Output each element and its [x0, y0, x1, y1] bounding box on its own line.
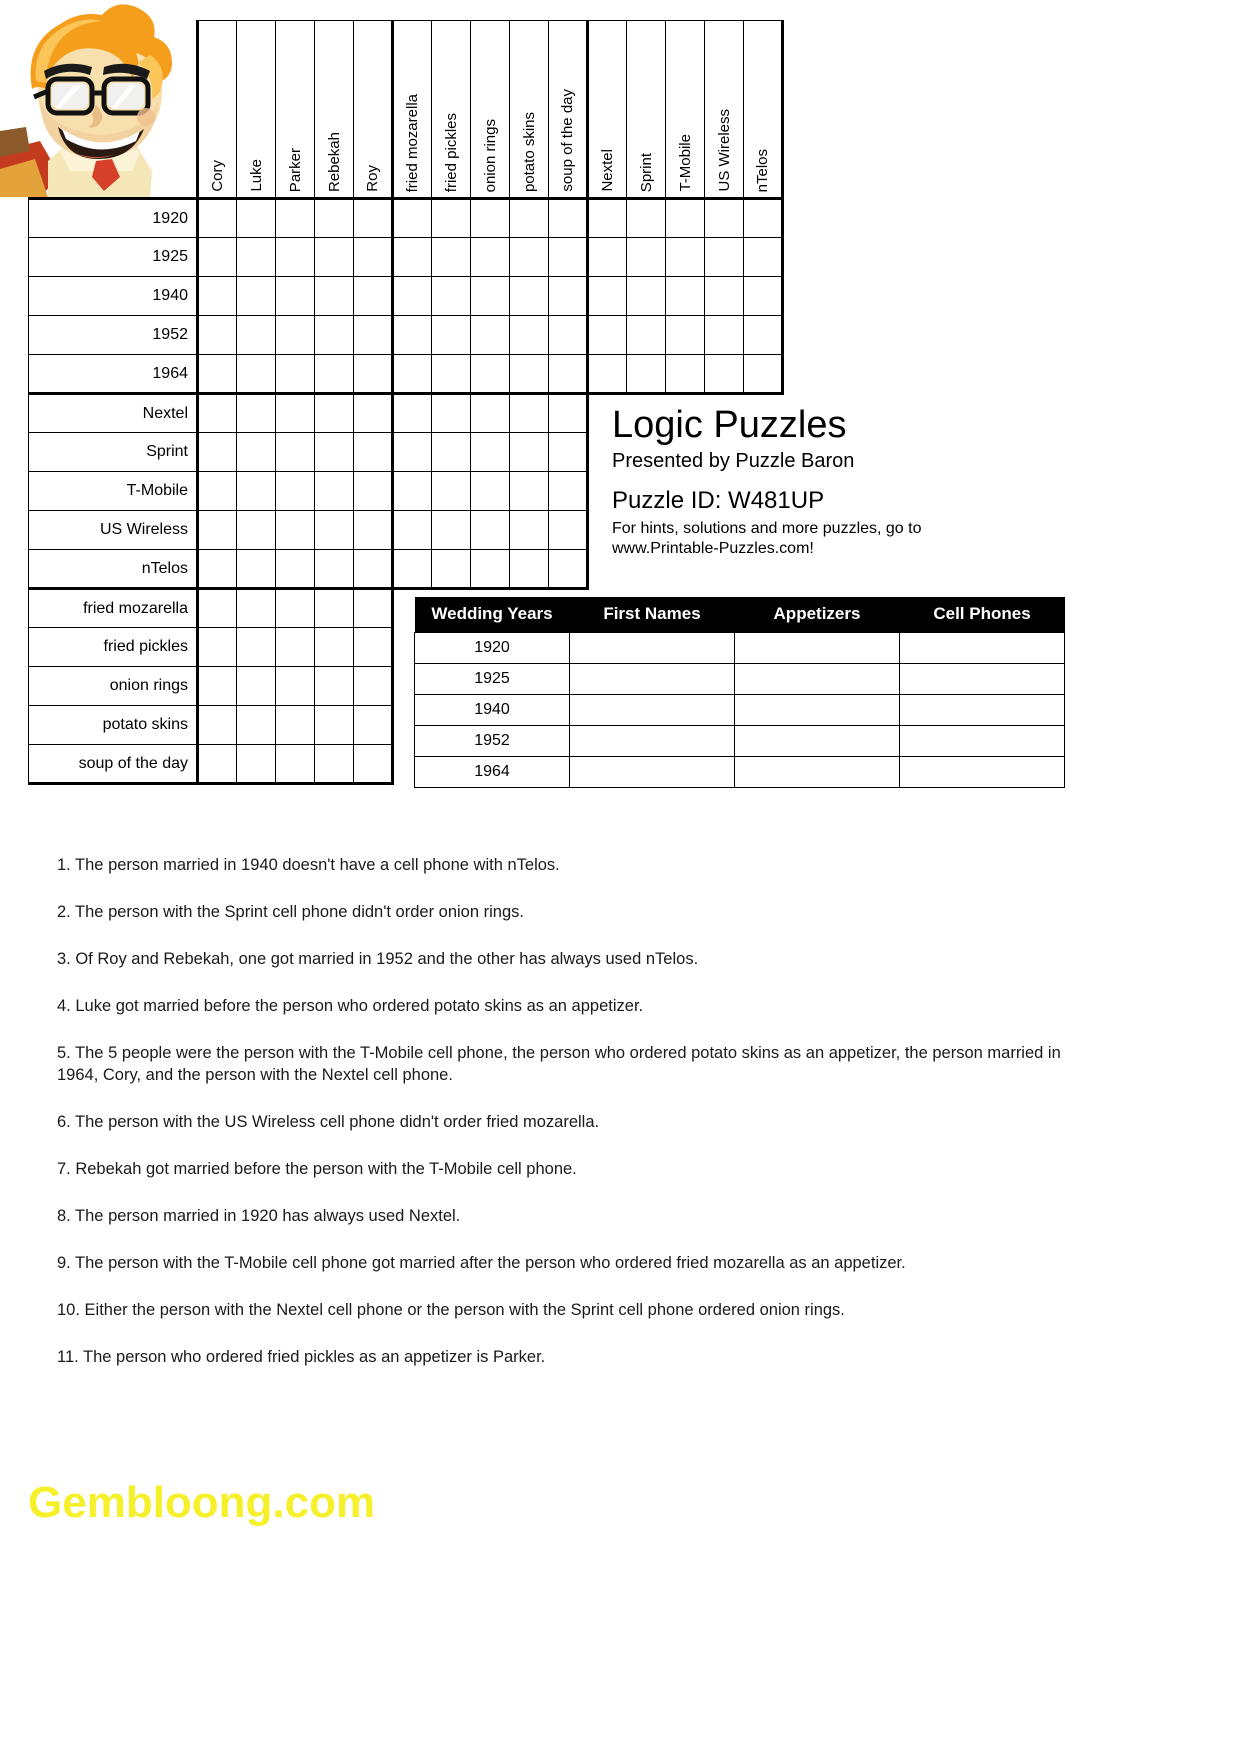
hints-text: For hints, solutions and more puzzles, go to www.Printable-Puzzles.com! — [612, 520, 922, 557]
clue-item: 6. The person with the US Wireless cell phone didn't order fried mozarella. — [57, 1112, 600, 1131]
grid-cell[interactable] — [198, 511, 237, 550]
grid-cell[interactable] — [744, 316, 783, 355]
row-label-potato-skins: potato skins — [28, 706, 197, 745]
grid-cell[interactable] — [354, 667, 393, 706]
grid-cell[interactable] — [198, 550, 237, 589]
grid-cell[interactable] — [471, 199, 510, 238]
grid-cell[interactable] — [471, 550, 510, 589]
grid-cell[interactable] — [588, 355, 627, 394]
grid-cell[interactable] — [432, 199, 471, 238]
col-label: onion rings — [481, 118, 499, 192]
solution-table-row[interactable] — [415, 726, 1065, 757]
col-header-ntelos — [744, 21, 783, 199]
grid-cell[interactable] — [627, 199, 666, 238]
grid-cell[interactable] — [198, 277, 237, 316]
grid-cell[interactable] — [393, 277, 432, 316]
grid-cell[interactable] — [354, 277, 393, 316]
clue-item: 8. The person married in 1920 has always used Nextel. — [57, 1206, 461, 1225]
grid-row-year-1920[interactable] — [0, 199, 783, 238]
grid-cell[interactable] — [744, 199, 783, 238]
side-category-cell-phones — [0, 394, 28, 589]
grid-cell[interactable] — [588, 238, 627, 277]
col-header-roy — [354, 21, 393, 199]
solution-phone-input[interactable] — [900, 757, 1065, 788]
grid-cell[interactable] — [354, 511, 393, 550]
grid-cell[interactable] — [432, 550, 471, 589]
solution-appetizer-input[interactable] — [735, 757, 900, 788]
grid-cell[interactable] — [354, 355, 393, 394]
grid-cell[interactable] — [276, 355, 315, 394]
grid-cell[interactable] — [705, 199, 744, 238]
col-header-fried-pickles — [432, 21, 471, 199]
col-header-nextel — [588, 21, 627, 199]
title-block — [612, 406, 1032, 559]
top-group-appetizers: Appetizers — [393, 0, 588, 21]
grid-cell[interactable] — [354, 550, 393, 589]
grid-cell[interactable] — [471, 355, 510, 394]
grid-cell[interactable] — [354, 394, 393, 433]
solution-year: 1925 — [415, 664, 570, 695]
grid-cell[interactable] — [315, 589, 354, 628]
top-group-first-names: First Names — [198, 0, 393, 21]
solution-appetizer-input[interactable] — [735, 726, 900, 757]
row-label-sprint: Sprint — [28, 433, 197, 472]
grid-cell[interactable] — [237, 394, 276, 433]
grid-cell[interactable] — [588, 277, 627, 316]
grid-cell[interactable] — [276, 550, 315, 589]
page-subtitle: Presented by Puzzle Baron — [612, 450, 855, 472]
grid-cell[interactable] — [432, 394, 471, 433]
solution-col-cell-phones: Cell Phones — [900, 597, 1065, 633]
solution-appetizer-input[interactable] — [735, 633, 900, 664]
col-header-t-mobile — [666, 21, 705, 199]
mascot-illustration — [0, 0, 198, 199]
col-header-us-wireless — [705, 21, 744, 199]
col-label: Sprint — [637, 152, 655, 192]
grid-cell[interactable] — [627, 277, 666, 316]
grid-cell[interactable] — [315, 667, 354, 706]
solution-name-input[interactable] — [570, 726, 735, 757]
col-header-cory — [198, 21, 237, 199]
grid-row-year-1952[interactable] — [0, 316, 783, 355]
clue-item: 9. The person with the T-Mobile cell phone got married after the person who ordered fried mozarella as an appetizer. — [57, 1253, 906, 1272]
grid-cell[interactable] — [237, 472, 276, 511]
row-label-soup-of-the-day: soup of the day — [28, 745, 197, 784]
solution-col-appetizers: Appetizers — [735, 597, 900, 633]
solution-col-wedding-years: Wedding Years — [415, 597, 570, 633]
grid-cell[interactable] — [198, 706, 237, 745]
grid-cell[interactable] — [471, 472, 510, 511]
row-label-1925: 1925 — [28, 238, 197, 277]
grid-cell[interactable] — [237, 550, 276, 589]
grid-cell[interactable] — [276, 277, 315, 316]
solution-name-input[interactable] — [570, 695, 735, 726]
grid-cell[interactable] — [315, 316, 354, 355]
row-label-1964: 1964 — [28, 355, 197, 394]
grid-cell[interactable] — [393, 355, 432, 394]
grid-cell[interactable] — [432, 511, 471, 550]
grid-cell[interactable] — [276, 667, 315, 706]
col-header-fried-mozarella — [393, 21, 432, 199]
grid-cell[interactable] — [393, 394, 432, 433]
grid-cell[interactable] — [549, 238, 588, 277]
grid-cell[interactable] — [432, 472, 471, 511]
col-label: potato skins — [520, 111, 538, 192]
row-label-fried-pickles: fried pickles — [28, 628, 197, 667]
grid-cell[interactable] — [588, 316, 627, 355]
grid-cell[interactable] — [666, 238, 705, 277]
grid-cell[interactable] — [237, 745, 276, 784]
solution-year: 1964 — [415, 757, 570, 788]
grid-cell[interactable] — [627, 355, 666, 394]
grid-cell[interactable] — [276, 472, 315, 511]
grid-cell[interactable] — [354, 706, 393, 745]
grid-cell[interactable] — [471, 511, 510, 550]
col-label: Cory — [209, 160, 226, 192]
grid-cell[interactable] — [744, 277, 783, 316]
grid-cell[interactable] — [549, 199, 588, 238]
col-header-onion-rings — [471, 21, 510, 199]
grid-cell[interactable] — [471, 238, 510, 277]
grid-cell[interactable] — [471, 433, 510, 472]
grid-cell[interactable] — [471, 316, 510, 355]
grid-cell[interactable] — [276, 394, 315, 433]
grid-cell[interactable] — [354, 433, 393, 472]
grid-cell[interactable] — [354, 316, 393, 355]
col-header-sprint — [627, 21, 666, 199]
grid-cell[interactable] — [510, 472, 549, 511]
grid-cell[interactable] — [510, 355, 549, 394]
grid-cell[interactable] — [237, 355, 276, 394]
solution-table-row[interactable] — [415, 633, 1065, 664]
grid-cell[interactable] — [237, 511, 276, 550]
solution-year: 1920 — [415, 633, 570, 664]
col-label: US Wireless — [715, 109, 733, 192]
grid-cell[interactable] — [354, 472, 393, 511]
grid-cell[interactable] — [354, 628, 393, 667]
grid-cell[interactable] — [627, 238, 666, 277]
grid-cell[interactable] — [276, 238, 315, 277]
grid-top-category-row — [0, 0, 783, 21]
col-header-parker — [276, 21, 315, 199]
col-label: fried mozarella — [404, 93, 421, 192]
clue-item: 7. Rebekah got married before the person with the T-Mobile cell phone. — [57, 1159, 577, 1178]
solution-name-input[interactable] — [570, 633, 735, 664]
grid-cell[interactable] — [471, 394, 510, 433]
solution-year: 1952 — [415, 726, 570, 757]
grid-cell[interactable] — [549, 550, 588, 589]
clue-item: 10. Either the person with the Nextel cell phone or the person with the Sprint cell phone ordered onion rings. — [57, 1301, 845, 1320]
grid-cell[interactable] — [510, 277, 549, 316]
grid-cell[interactable] — [432, 355, 471, 394]
solution-name-input[interactable] — [570, 664, 735, 695]
solution-table-header-row — [415, 597, 1065, 633]
grid-cell[interactable] — [237, 667, 276, 706]
col-header-luke — [237, 21, 276, 199]
grid-cell[interactable] — [510, 199, 549, 238]
grid-cell[interactable] — [198, 667, 237, 706]
solution-table-row[interactable] — [415, 757, 1065, 788]
grid-cell[interactable] — [705, 316, 744, 355]
grid-cell[interactable] — [549, 472, 588, 511]
row-label-nextel: Nextel — [28, 394, 197, 433]
grid-cell[interactable] — [549, 316, 588, 355]
grid-cell[interactable] — [666, 355, 705, 394]
grid-cell[interactable] — [237, 316, 276, 355]
grid-cell[interactable] — [315, 199, 354, 238]
grid-cell[interactable] — [393, 199, 432, 238]
grid-cell[interactable] — [393, 433, 432, 472]
grid-cell[interactable] — [237, 238, 276, 277]
grid-row-year-1925[interactable] — [0, 238, 783, 277]
grid-cell[interactable] — [315, 745, 354, 784]
solution-name-input[interactable] — [570, 757, 735, 788]
clue-item: 5. The 5 people were the person with the T-Mobile cell phone, the person who ordered potato skins as an appetizer, the person married in 1964, Cory, and the person with the Nextel cell phone. — [57, 1044, 1061, 1084]
grid-cell[interactable] — [198, 472, 237, 511]
col-header-rebekah — [315, 21, 354, 199]
side-category-label: Appetizers — [5, 645, 23, 723]
grid-cell[interactable] — [237, 433, 276, 472]
grid-cell[interactable] — [393, 511, 432, 550]
grid-cell[interactable] — [315, 472, 354, 511]
grid-cell[interactable] — [276, 316, 315, 355]
clue-item: 1. The person married in 1940 doesn't have a cell phone with nTelos. — [57, 856, 560, 874]
grid-cell[interactable] — [198, 355, 237, 394]
col-label: T-Mobile — [676, 134, 694, 192]
clue-item: 3. Of Roy and Rebekah, one got married in 1952 and the other has always used nTelos. — [57, 950, 699, 969]
grid-cell[interactable] — [276, 706, 315, 745]
solution-col-first-names: First Names — [570, 597, 735, 633]
grid-cell[interactable] — [276, 745, 315, 784]
row-label-us-wireless: US Wireless — [28, 511, 197, 550]
side-category-wedding-years — [0, 199, 28, 394]
grid-cell[interactable] — [549, 433, 588, 472]
grid-cell[interactable] — [354, 589, 393, 628]
grid-cell[interactable] — [393, 550, 432, 589]
grid-cell[interactable] — [705, 238, 744, 277]
grid-cell[interactable] — [666, 199, 705, 238]
grid-cell[interactable] — [315, 628, 354, 667]
row-label-fried-mozarella: fried mozarella — [28, 589, 197, 628]
solution-phone-input[interactable] — [900, 726, 1065, 757]
grid-cell[interactable] — [237, 706, 276, 745]
grid-cell[interactable] — [276, 511, 315, 550]
col-label: Roy — [364, 165, 381, 192]
watermark: Gembloong.com — [28, 1478, 376, 1527]
col-header-potato-skins — [510, 21, 549, 199]
grid-cell[interactable] — [393, 472, 432, 511]
grid-cell[interactable] — [315, 238, 354, 277]
grid-cell[interactable] — [276, 199, 315, 238]
grid-cell[interactable] — [705, 277, 744, 316]
puzzle-baron-mascot-icon — [0, 1, 196, 197]
grid-cell[interactable] — [432, 433, 471, 472]
grid-row-year-1964[interactable] — [0, 355, 783, 394]
solution-phone-input[interactable] — [900, 633, 1065, 664]
grid-cell[interactable] — [744, 238, 783, 277]
grid-cell[interactable] — [510, 238, 549, 277]
col-label: nTelos — [754, 148, 771, 192]
grid-cell[interactable] — [315, 706, 354, 745]
grid-cell[interactable] — [237, 589, 276, 628]
page-title: Logic Puzzles — [612, 404, 847, 446]
grid-cell[interactable] — [315, 355, 354, 394]
grid-cell[interactable] — [627, 316, 666, 355]
grid-cell[interactable] — [198, 238, 237, 277]
grid-cell[interactable] — [471, 277, 510, 316]
grid-cell[interactable] — [666, 316, 705, 355]
clue-item: 4. Luke got married before the person who ordered potato skins as an appetizer. — [57, 997, 644, 1016]
row-label-t-mobile: T-Mobile — [28, 472, 197, 511]
solution-appetizer-input[interactable] — [735, 664, 900, 695]
side-category-label: Cell Phones — [5, 446, 23, 532]
grid-cell[interactable] — [510, 433, 549, 472]
grid-cell[interactable] — [510, 316, 549, 355]
grid-cell[interactable] — [549, 394, 588, 433]
grid-cell[interactable] — [198, 316, 237, 355]
col-label: Parker — [286, 147, 304, 192]
grid-cell[interactable] — [549, 277, 588, 316]
grid-cell[interactable] — [510, 394, 549, 433]
grid-cell[interactable] — [198, 394, 237, 433]
clue-item: 11. The person who ordered fried pickles as an appetizer is Parker. — [57, 1348, 546, 1367]
grid-cell[interactable] — [354, 745, 393, 784]
side-category-label: Wedding Years — [5, 240, 23, 348]
grid-cell[interactable] — [393, 238, 432, 277]
grid-cell[interactable] — [198, 199, 237, 238]
solution-table-row[interactable] — [415, 695, 1065, 726]
grid-cell[interactable] — [432, 277, 471, 316]
solution-phone-input[interactable] — [900, 695, 1065, 726]
grid-cell[interactable] — [705, 355, 744, 394]
solution-table-row[interactable] — [415, 664, 1065, 695]
puzzle-id: Puzzle ID: W481UP — [612, 487, 825, 514]
col-label: Luke — [247, 159, 265, 192]
row-label-ntelos: nTelos — [28, 550, 197, 589]
col-label: soup of the day — [559, 89, 576, 192]
col-label: fried pickles — [442, 112, 460, 192]
grid-cell[interactable] — [354, 199, 393, 238]
top-group-cell-phones: Cell Phones — [588, 0, 783, 21]
grid-cell[interactable] — [198, 433, 237, 472]
row-label-1940: 1940 — [28, 277, 197, 316]
grid-row-year-1940[interactable] — [0, 277, 783, 316]
grid-cell[interactable] — [198, 589, 237, 628]
solution-year: 1940 — [415, 695, 570, 726]
clue-list — [57, 855, 1067, 1394]
grid-cell[interactable] — [198, 745, 237, 784]
grid-cell[interactable] — [354, 238, 393, 277]
row-label-onion-rings: onion rings — [28, 667, 197, 706]
solution-phone-input[interactable] — [900, 664, 1065, 695]
grid-cell[interactable] — [276, 433, 315, 472]
grid-cell[interactable] — [276, 628, 315, 667]
col-label: Nextel — [599, 149, 616, 192]
col-label: Rebekah — [325, 131, 343, 192]
grid-cell[interactable] — [237, 277, 276, 316]
grid-cell[interactable] — [237, 628, 276, 667]
grid-cell[interactable] — [510, 550, 549, 589]
grid-cell[interactable] — [393, 316, 432, 355]
grid-cell[interactable] — [315, 550, 354, 589]
grid-cell[interactable] — [588, 199, 627, 238]
grid-cell[interactable] — [315, 433, 354, 472]
row-label-1920: 1920 — [28, 199, 197, 238]
grid-cell[interactable] — [315, 394, 354, 433]
grid-cell[interactable] — [432, 238, 471, 277]
grid-cell[interactable] — [510, 511, 549, 550]
grid-cell[interactable] — [237, 199, 276, 238]
grid-cell[interactable] — [315, 277, 354, 316]
grid-cell[interactable] — [432, 316, 471, 355]
grid-cell[interactable] — [198, 628, 237, 667]
grid-cell[interactable] — [549, 511, 588, 550]
grid-cell[interactable] — [549, 355, 588, 394]
col-header-soup-of-the-day — [549, 21, 588, 199]
grid-cell[interactable] — [666, 277, 705, 316]
clue-item: 2. The person with the Sprint cell phone didn't order onion rings. — [57, 903, 524, 922]
solution-appetizer-input[interactable] — [735, 695, 900, 726]
solution-table[interactable] — [414, 597, 1065, 788]
grid-cell[interactable] — [276, 589, 315, 628]
grid-cell[interactable] — [315, 511, 354, 550]
side-category-appetizers — [0, 589, 28, 784]
row-label-1952: 1952 — [28, 316, 197, 355]
grid-cell[interactable] — [744, 355, 783, 394]
